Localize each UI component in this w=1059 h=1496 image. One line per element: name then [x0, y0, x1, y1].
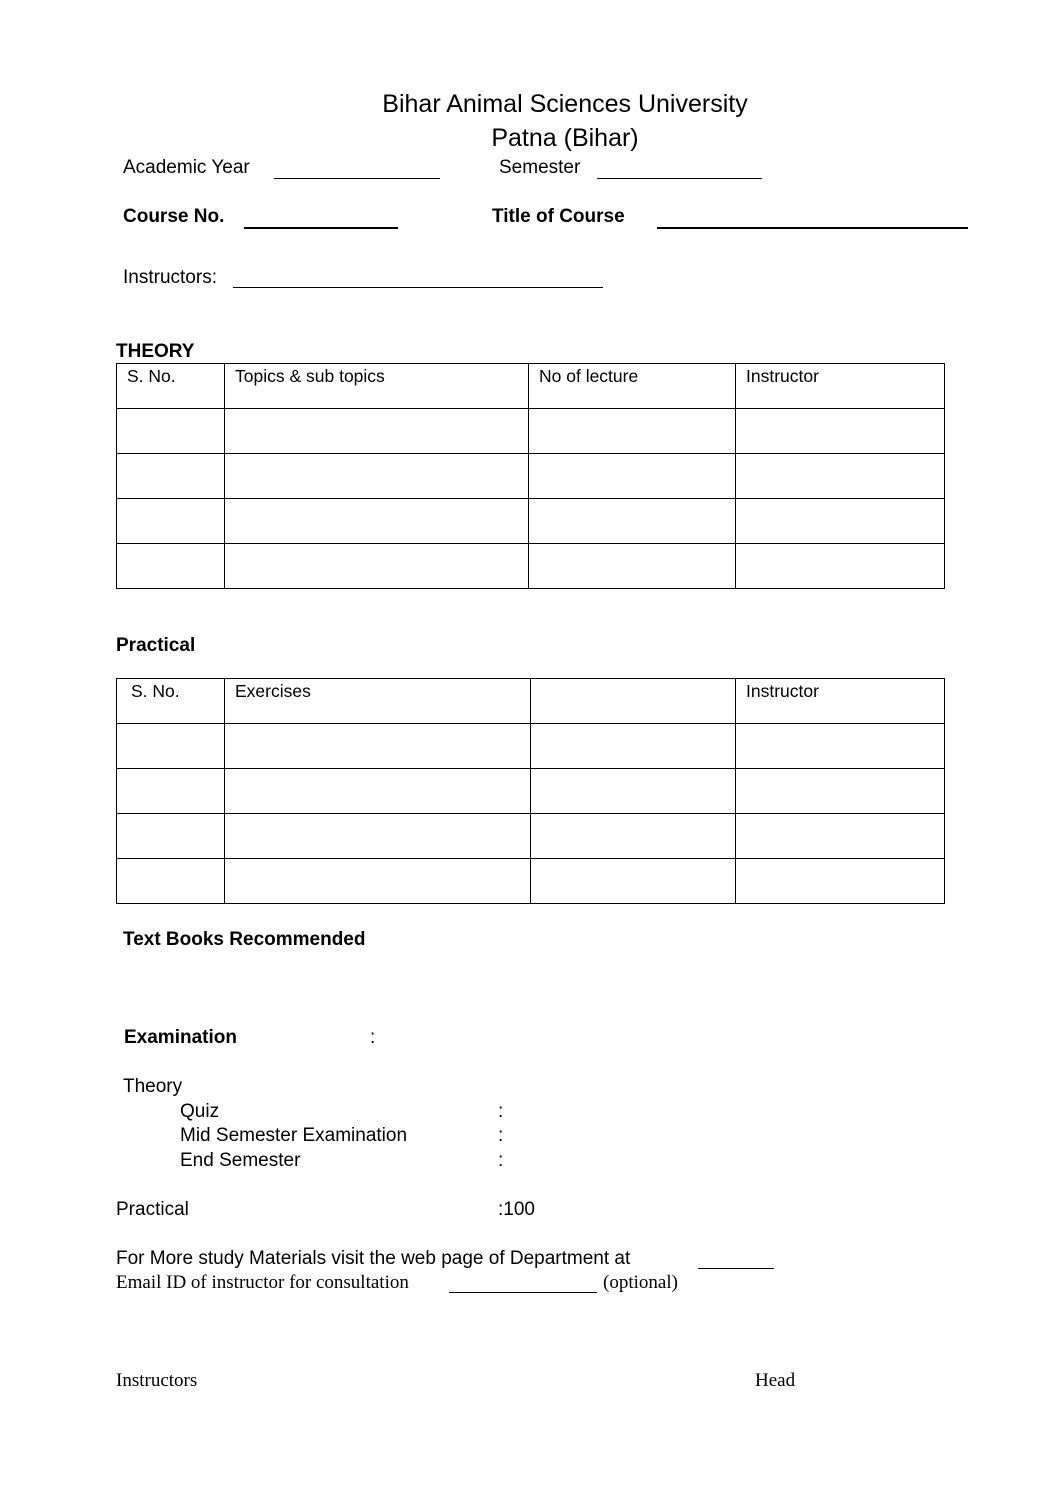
exam-item-value: : — [498, 1150, 504, 1171]
table-cell[interactable] — [736, 409, 945, 454]
column-header: Instructor — [746, 681, 819, 701]
header-cell — [117, 679, 225, 724]
table-cell[interactable] — [736, 499, 945, 544]
table-cell[interactable] — [117, 499, 225, 544]
semester-field[interactable] — [597, 178, 762, 179]
exam-item-label: Mid Semester Examination — [180, 1125, 408, 1146]
column-header: Instructor — [746, 366, 819, 386]
theory-table — [116, 363, 945, 589]
email-optional-note: (optional) — [603, 1272, 678, 1293]
table-cell[interactable] — [531, 814, 736, 859]
practical-heading: Practical — [116, 635, 196, 656]
examination-colon: : — [370, 1027, 376, 1048]
table-cell[interactable] — [225, 454, 529, 499]
instructors-field[interactable] — [233, 287, 603, 288]
study-materials-text: For More study Materials visit the web page of Department at — [116, 1248, 631, 1269]
header-cell — [117, 364, 225, 409]
table-row — [117, 454, 945, 499]
table-cell[interactable] — [225, 409, 529, 454]
course-no-field[interactable] — [244, 227, 398, 229]
exam-item-label: Quiz — [180, 1101, 220, 1122]
table-row — [117, 499, 945, 544]
exam-practical-label: Practical — [116, 1199, 189, 1220]
table-row — [117, 769, 945, 814]
course-title-field[interactable] — [657, 227, 968, 229]
table-cell[interactable] — [225, 544, 529, 589]
table-cell[interactable] — [529, 409, 736, 454]
table-row — [117, 859, 945, 904]
header-cell — [529, 364, 736, 409]
table-cell[interactable] — [225, 769, 531, 814]
exam-item-value: : — [498, 1101, 504, 1122]
column-header: Exercises — [235, 681, 311, 701]
academic-year-field[interactable] — [274, 178, 440, 179]
text-books-heading: Text Books Recommended — [123, 929, 366, 950]
column-header: Topics & sub topics — [235, 366, 385, 386]
table-cell[interactable] — [225, 859, 531, 904]
table-cell[interactable] — [117, 454, 225, 499]
table-cell[interactable] — [117, 859, 225, 904]
email-label: Email ID of instructor for consultation — [116, 1272, 409, 1293]
table-cell[interactable] — [117, 769, 225, 814]
column-header: No of lecture — [539, 366, 639, 386]
email-field[interactable] — [449, 1292, 597, 1293]
table-cell[interactable] — [117, 814, 225, 859]
table-row — [117, 544, 945, 589]
table-cell[interactable] — [225, 499, 529, 544]
header-cell — [736, 364, 945, 409]
header-cell — [225, 364, 529, 409]
column-header — [531, 679, 735, 681]
table-row — [117, 409, 945, 454]
semester-label: Semester — [499, 157, 581, 178]
instructors-label: Instructors: — [123, 267, 217, 288]
header-cell — [736, 679, 945, 724]
table-cell[interactable] — [736, 814, 945, 859]
table-cell[interactable] — [225, 724, 531, 769]
table-cell[interactable] — [529, 544, 736, 589]
table-header-row — [117, 679, 945, 724]
table-cell[interactable] — [531, 769, 736, 814]
table-row — [117, 724, 945, 769]
table-row — [117, 814, 945, 859]
exam-practical-value: :100 — [498, 1199, 535, 1220]
course-title-label: Title of Course — [492, 206, 625, 227]
table-cell[interactable] — [117, 544, 225, 589]
table-cell[interactable] — [117, 724, 225, 769]
header-cell — [225, 679, 531, 724]
university-location: Patna (Bihar) — [491, 124, 639, 152]
table-cell[interactable] — [117, 409, 225, 454]
table-cell[interactable] — [736, 454, 945, 499]
university-name: Bihar Animal Sciences University — [382, 90, 748, 118]
course-no-label: Course No. — [123, 206, 225, 227]
table-cell[interactable] — [736, 544, 945, 589]
exam-theory-label: Theory — [123, 1076, 183, 1097]
examination-heading: Examination — [124, 1027, 237, 1048]
practical-table — [116, 678, 945, 904]
table-cell[interactable] — [736, 859, 945, 904]
table-cell[interactable] — [736, 769, 945, 814]
table-cell[interactable] — [736, 724, 945, 769]
table-cell[interactable] — [531, 724, 736, 769]
table-cell[interactable] — [529, 454, 736, 499]
table-cell[interactable] — [529, 499, 736, 544]
department-url-field[interactable] — [698, 1268, 774, 1269]
exam-item-label: End Semester — [180, 1150, 301, 1171]
signature-head: Head — [755, 1370, 796, 1391]
academic-year-label: Academic Year — [123, 157, 250, 178]
theory-heading: THEORY — [116, 341, 195, 362]
table-header-row — [117, 364, 945, 409]
signature-instructors: Instructors — [116, 1370, 198, 1391]
table-cell[interactable] — [225, 814, 531, 859]
column-header: S. No. — [127, 366, 176, 386]
exam-item-value: : — [498, 1125, 504, 1146]
column-header: S. No. — [131, 681, 180, 701]
header-cell — [531, 679, 736, 724]
table-cell[interactable] — [531, 859, 736, 904]
